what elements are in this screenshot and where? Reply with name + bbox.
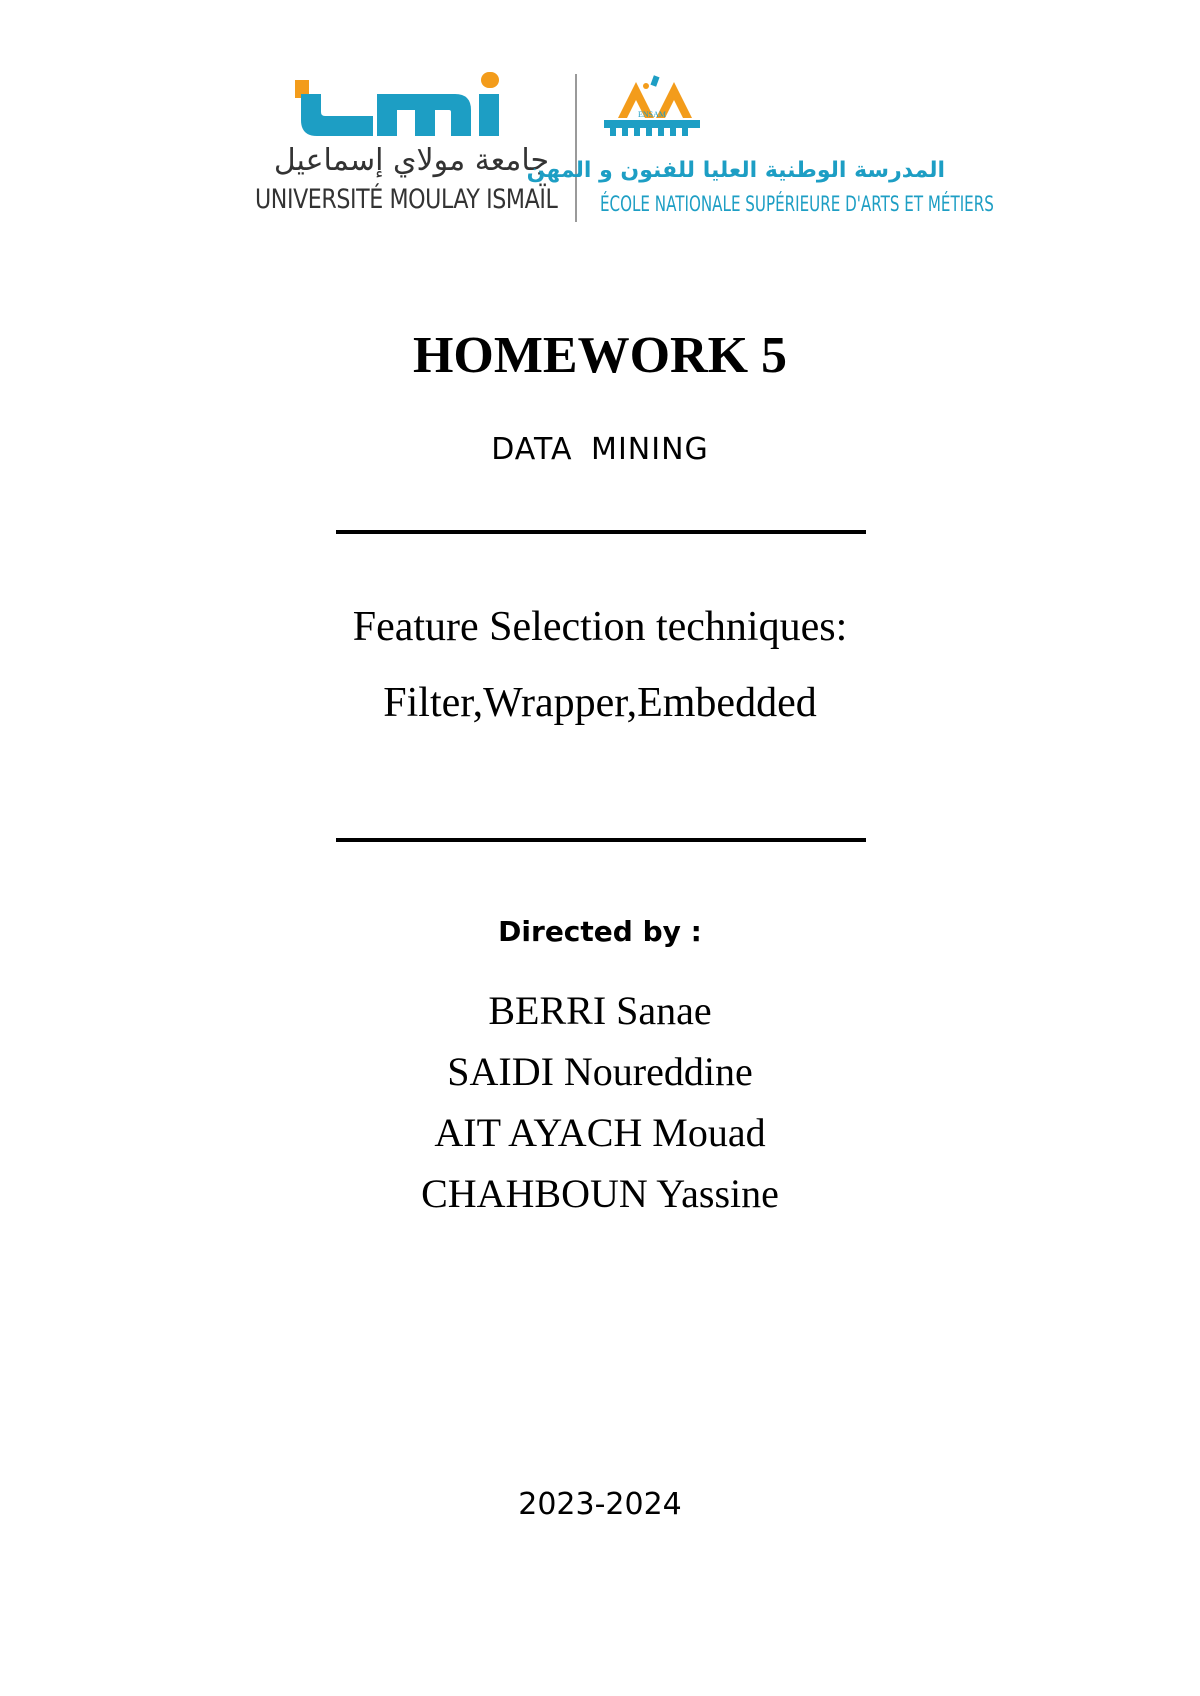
umi-french-name: UNIVERSITÉ MOULAY ISMAÏL xyxy=(255,184,558,215)
umi-logo xyxy=(255,68,558,228)
logo-divider xyxy=(575,74,577,222)
umi-arabic-name: جامعة مولاي إسماعيل xyxy=(273,143,549,178)
ensam-logo xyxy=(526,68,994,228)
author-name: AIT AYACH Mouad xyxy=(434,1110,766,1155)
authors-list xyxy=(0,980,1200,1224)
ensam-emblem-text: ENSAM xyxy=(637,110,667,119)
logo-header xyxy=(255,68,994,228)
bottom-divider-rule xyxy=(336,838,866,842)
document-subtitle: DATA MINING xyxy=(491,432,709,467)
topic-line-1: Feature Selection techniques: xyxy=(352,604,848,650)
document-title: HOMEWORK 5 xyxy=(412,327,788,384)
ensam-emblem-graphic xyxy=(600,74,704,142)
umi-logo-graphic xyxy=(295,72,505,138)
author-name: CHAHBOUN Yassine xyxy=(421,1171,779,1216)
author-name: BERRI Sanae xyxy=(488,988,712,1033)
topic-line-2: Filter,Wrapper,Embedded xyxy=(383,680,817,726)
ensam-arabic-name: المدرسة الوطنية العليا للفنون و المهن xyxy=(526,158,945,183)
academic-year: 2023-2024 xyxy=(518,1487,682,1522)
directed-by-label: Directed by : xyxy=(498,915,702,948)
top-divider-rule xyxy=(336,530,866,534)
author-name: SAIDI Noureddine xyxy=(447,1049,753,1094)
ensam-french-name: ÉCOLE NATIONALE SUPÉRIEURE D'ARTS ET MÉTIERS xyxy=(600,192,994,216)
